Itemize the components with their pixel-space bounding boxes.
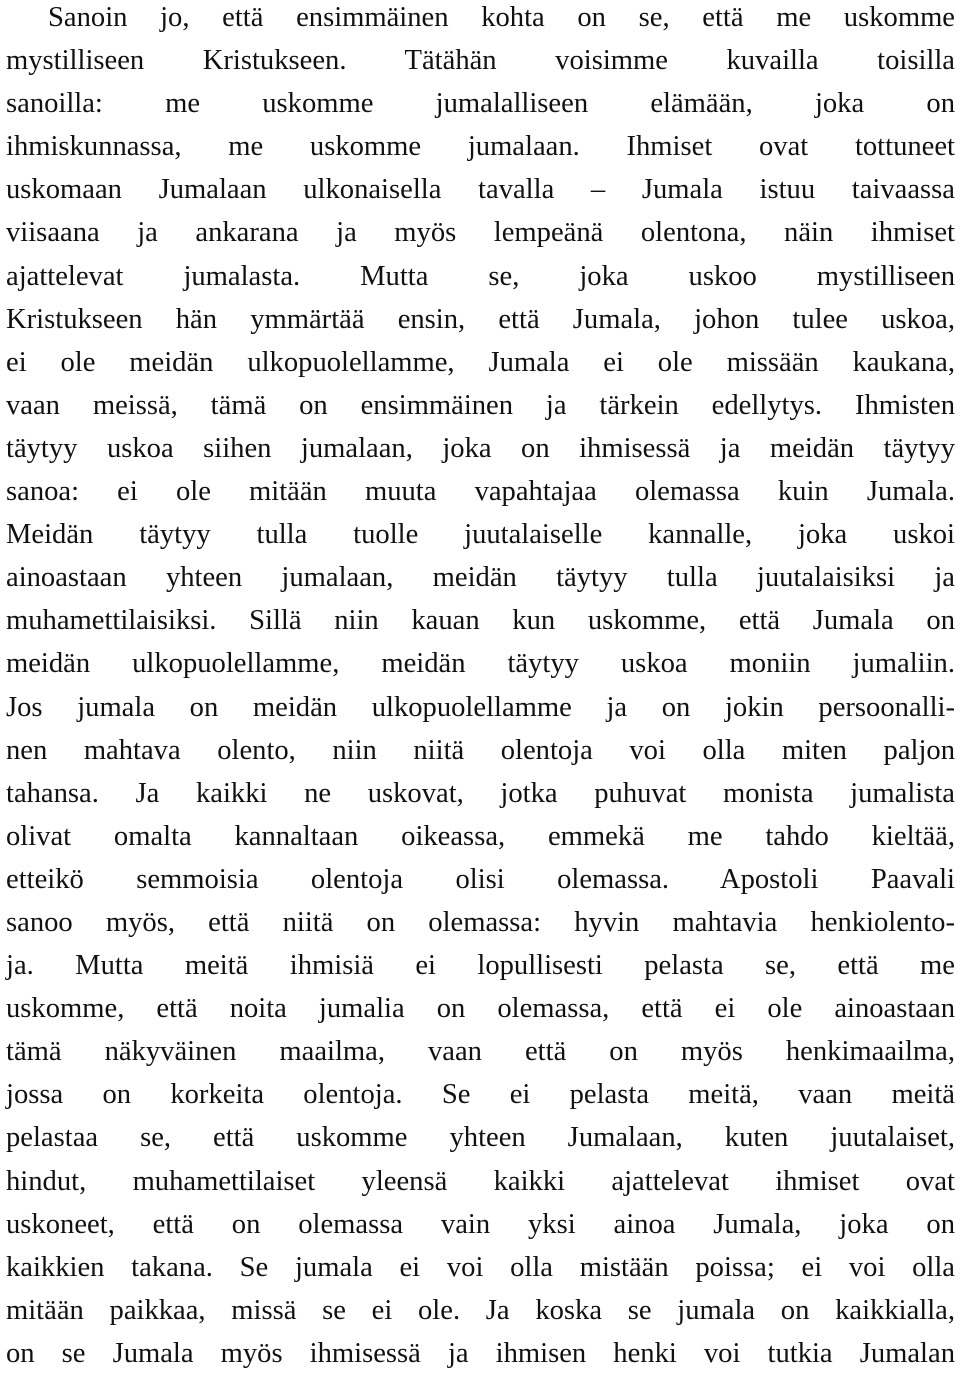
text-line: tahansa. Ja kaikki ne uskovat, jotka puhuvat monista jumalista — [6, 777, 955, 809]
text-line: pelastaa se, että uskomme yhteen Jumalaan, kuten juutalaiset, — [6, 1122, 955, 1154]
text-line: meidän ulkopuolellamme, meidän täytyy uskoa moniin jumaliin. — [6, 648, 955, 680]
text-line: Meidän täytyy tulla tuolle juutalaiselle kannalle, joka uskoi — [6, 519, 955, 551]
body-text — [6, 0, 955, 1375]
text-line: nen mahtava olento, niin niitä olentoja voi olla miten paljon — [6, 734, 955, 766]
text-line: on se Jumala myös ihmisessä ja ihmisen henki voi tutkia Jumalan — [6, 1337, 955, 1369]
text-line: uskomaan Jumalaan ulkonaisella tavalla – Jumala istuu taivaassa — [6, 174, 955, 206]
text-line: uskoneet, että on olemassa vain yksi ainoa Jumala, joka on — [6, 1208, 955, 1240]
text-line: sanoo myös, että niitä on olemassa: hyvin mahtavia henkiolento- — [6, 906, 955, 938]
text-line: mitään paikkaa, missä se ei ole. Ja koska se jumala on kaikkialla, — [6, 1294, 955, 1326]
text-line: viisaana ja ankarana ja myös lempeänä olentona, näin ihmiset — [6, 217, 955, 249]
text-line: mystilliseen Kristukseen. Tätähän voisimme kuvailla toisilla — [6, 45, 955, 77]
text-line: ihmiskunnassa, me uskomme jumalaan. Ihmiset ovat tottuneet — [6, 131, 955, 163]
text-line: tämä näkyväinen maailma, vaan että on myös henkimaailma, — [6, 1036, 955, 1068]
text-line: ei ole meidän ulkopuolellamme, Jumala ei ole missään kaukana, — [6, 346, 955, 378]
text-line: ja. Mutta meitä ihmisiä ei lopullisesti pelasta se, että me — [6, 950, 955, 982]
text-line: hindut, muhamettilaiset yleensä kaikki ajattelevat ihmiset ovat — [6, 1165, 955, 1197]
text-line: sanoilla: me uskomme jumalalliseen elämään, joka on — [6, 88, 955, 120]
text-line: ajattelevat jumalasta. Mutta se, joka uskoo mystilliseen — [6, 260, 955, 292]
text-line: sanoa: ei ole mitään muuta vapahtajaa olemassa kuin Jumala. — [6, 476, 955, 508]
text-line: etteikö semmoisia olentoja olisi olemassa. Apostoli Paavali — [6, 863, 955, 895]
text-line: Jos jumala on meidän ulkopuolellamme ja on jokin persoonalli- — [6, 691, 955, 723]
text-line: jossa on korkeita olentoja. Se ei pelasta meitä, vaan meitä — [6, 1079, 955, 1111]
text-line: täytyy uskoa siihen jumalaan, joka on ihmisessä ja meidän täytyy — [6, 432, 955, 464]
text-line: kaikkien takana. Se jumala ei voi olla mistään poissa; ei voi olla — [6, 1251, 955, 1283]
text-line: Kristukseen hän ymmärtää ensin, että Jumala, johon tulee uskoa, — [6, 303, 955, 335]
text-line: uskomme, että noita jumalia on olemassa, että ei ole ainoastaan — [6, 993, 955, 1025]
text-line: ainoastaan yhteen jumalaan, meidän täytyy tulla juutalaisiksi ja — [6, 562, 955, 594]
text-line: olivat omalta kannaltaan oikeassa, emmekä me tahdo kieltää, — [6, 820, 955, 852]
text-line: muhamettilaisiksi. Sillä niin kauan kun uskomme, että Jumala on — [6, 605, 955, 637]
text-line: vaan meissä, tämä on ensimmäinen ja tärkein edellytys. Ihmisten — [6, 389, 955, 421]
text-line: Sanoin jo, että ensimmäinen kohta on se, että me uskomme — [48, 2, 955, 33]
